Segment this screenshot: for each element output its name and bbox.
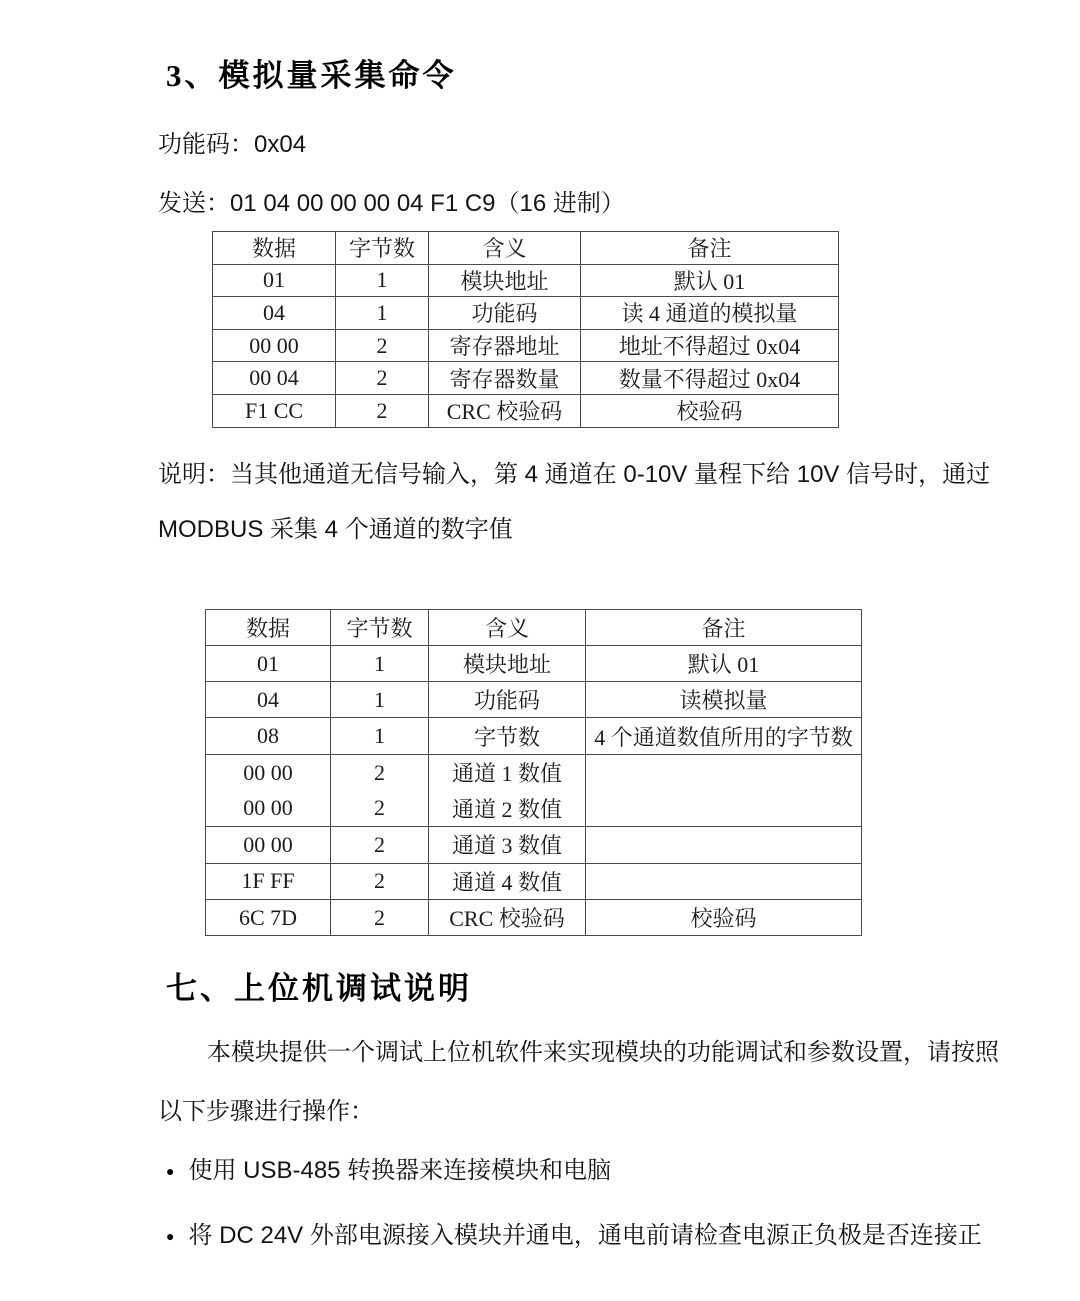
table-row	[206, 645, 862, 681]
table-header-row	[213, 232, 839, 265]
table-row	[206, 827, 862, 863]
table-row	[206, 718, 862, 754]
table-cell: 01	[213, 264, 336, 297]
column-header: 字节数	[331, 609, 429, 645]
table-cell	[586, 863, 862, 899]
table-cell: 2	[336, 329, 429, 362]
table-cell: 功能码	[429, 682, 586, 718]
steps-list	[158, 1158, 1050, 1249]
table-cell: 6C 7D	[206, 899, 331, 935]
table-cell: CRC 校验码	[429, 394, 581, 427]
table-row	[206, 791, 862, 827]
table-cell: 01	[206, 645, 331, 681]
section7-paragraph-line2: 以下步骤进行操作：	[158, 1098, 374, 1126]
table-cell: 字节数	[429, 718, 586, 754]
table-cell: 数量不得超过 0x04	[581, 362, 839, 395]
table-cell: 2	[336, 394, 429, 427]
function-code-line: 功能码：0x04	[158, 131, 307, 158]
table-cell: 1	[336, 264, 429, 297]
table-cell: 读 4 通道的模拟量	[581, 297, 839, 330]
table-cell: 1F FF	[206, 863, 331, 899]
column-header: 数据	[213, 232, 336, 265]
table-cell: 通道 4 数值	[429, 863, 586, 899]
table-cell: 08	[206, 718, 331, 754]
note-line-2: MODBUS 采集 4 个通道的数字值	[158, 515, 513, 543]
bullet-text: 使用 USB-485 转换器来连接模块和电脑	[188, 1157, 612, 1185]
table-cell: 通道 3 数值	[429, 827, 586, 863]
bullet-icon: ●	[166, 1228, 175, 1245]
section7-paragraph-line1: 本模块提供一个调试上位机软件来实现模块的功能调试和参数设置，请按照	[207, 1039, 999, 1067]
table-row	[213, 394, 839, 427]
table-cell: 2	[331, 754, 429, 790]
table-cell: CRC 校验码	[429, 899, 586, 935]
send-command-table	[212, 231, 839, 428]
send-command-line: 发送：01 04 00 00 00 04 F1 C9（16 进制）	[158, 190, 625, 217]
table-cell	[586, 754, 862, 790]
table-cell: 1	[331, 645, 429, 681]
table-cell: 2	[331, 863, 429, 899]
table-cell: 2	[336, 362, 429, 395]
table-cell: 地址不得超过 0x04	[581, 329, 839, 362]
table-row	[206, 863, 862, 899]
table-cell	[586, 827, 862, 863]
table-cell: 模块地址	[429, 264, 581, 297]
table-cell: 2	[331, 791, 429, 827]
section3-title: 3、模拟量采集命令	[166, 58, 457, 93]
table-cell: 00 00	[206, 827, 331, 863]
bullet-icon: ●	[166, 1163, 175, 1180]
table-cell: F1 CC	[213, 394, 336, 427]
table-cell: 校验码	[581, 394, 839, 427]
table-cell	[586, 791, 862, 827]
table-cell: 寄存器数量	[429, 362, 581, 395]
table-row	[206, 682, 862, 718]
table-cell: 1	[336, 297, 429, 330]
column-header: 备注	[586, 609, 862, 645]
column-header: 备注	[581, 232, 839, 265]
table-row	[206, 754, 862, 790]
column-header: 含义	[429, 232, 581, 265]
column-header: 字节数	[336, 232, 429, 265]
bullet-item	[166, 1158, 1050, 1184]
table-cell: 默认 01	[581, 264, 839, 297]
table-cell: 寄存器地址	[429, 329, 581, 362]
table-cell: 校验码	[586, 899, 862, 935]
table-cell: 04	[213, 297, 336, 330]
table-row	[213, 329, 839, 362]
table-row	[213, 297, 839, 330]
table-cell: 2	[331, 827, 429, 863]
table-cell: 1	[331, 682, 429, 718]
table-cell: 04	[206, 682, 331, 718]
table-cell: 1	[331, 718, 429, 754]
table-cell: 00 00	[213, 329, 336, 362]
table-cell: 00 00	[206, 754, 331, 790]
bullet-text: 将 DC 24V 外部电源接入模块并通电，通电前请检查电源正负极是否连接正	[188, 1222, 982, 1250]
column-header: 含义	[429, 609, 586, 645]
table-cell: 模块地址	[429, 645, 586, 681]
table-cell: 00 00	[206, 791, 331, 827]
table-cell: 通道 1 数值	[429, 754, 586, 790]
table-cell: 2	[331, 899, 429, 935]
table-cell: 00 04	[213, 362, 336, 395]
table-cell: 4 个通道数值所用的字节数	[586, 718, 862, 754]
table-row	[206, 899, 862, 935]
table-row	[213, 362, 839, 395]
note-line-1: 说明：当其他通道无信号输入，第 4 通道在 0-10V 量程下给 10V 信号时，通过	[158, 460, 991, 488]
table-cell: 功能码	[429, 297, 581, 330]
table-cell: 默认 01	[586, 645, 862, 681]
response-table	[205, 609, 862, 937]
column-header: 数据	[206, 609, 331, 645]
section7-title: 七、上位机调试说明	[166, 971, 472, 1007]
table-header-row	[206, 609, 862, 645]
table-row	[213, 264, 839, 297]
table-cell: 读模拟量	[586, 682, 862, 718]
bullet-item	[166, 1223, 1050, 1249]
table-cell: 通道 2 数值	[429, 791, 586, 827]
